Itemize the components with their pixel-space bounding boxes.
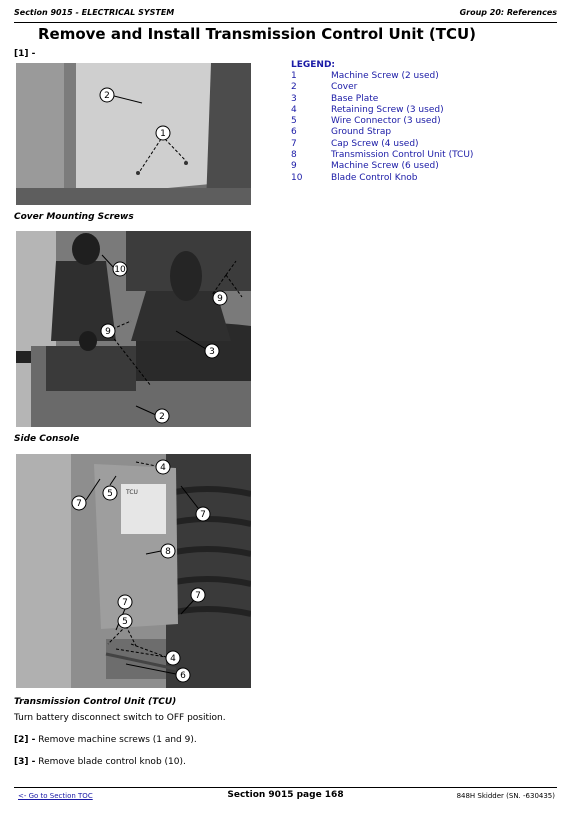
callout-2: 2 [159, 412, 165, 422]
cover-callouts [16, 63, 251, 205]
figure-cover-mounting-screws [16, 63, 251, 205]
instruction-step-3 [14, 757, 186, 767]
callout-7-left: 7 [76, 499, 82, 509]
figure-tcu [16, 454, 251, 688]
callout-9-upper: 9 [217, 294, 223, 304]
callout-10: 10 [114, 265, 126, 275]
go-to-section-toc-link[interactable]: <- Go to Section TOC [18, 792, 93, 800]
legend-item: 3 Base Plate [291, 93, 379, 104]
legend-item: 8 Transmission Control Unit (TCU) [291, 150, 474, 161]
caption-side-console: Side Console [14, 434, 80, 444]
legend-item: 9 Machine Screw (6 used) [291, 161, 439, 172]
tcu-label-text: TCU [126, 489, 138, 496]
step-2-tag: [2] - [14, 735, 36, 745]
legend-item: 6 Ground Strap [291, 127, 392, 138]
caption-tcu: Transmission Control Unit (TCU) [14, 697, 177, 707]
footer-rule [14, 787, 557, 788]
callout-2: 2 [104, 91, 110, 101]
legend-item: 5 Wire Connector (3 used) [291, 116, 441, 127]
step-2-text: Remove machine screws (1 and 9). [38, 735, 197, 745]
callout-7-lower-right: 7 [195, 591, 201, 601]
legend-item: 2 Cover [291, 82, 358, 93]
step-1-tag: [1] - [14, 49, 36, 59]
header-rule [14, 22, 557, 23]
step-3-text: Remove blade control knob (10). [38, 757, 186, 767]
figure-side-console [16, 231, 251, 427]
callout-7-lower-left: 7 [122, 598, 128, 608]
page-header [14, 8, 557, 22]
callout-5-lower: 5 [122, 617, 128, 627]
legend-item: 10 Blade Control Knob [291, 172, 418, 183]
callout-1: 1 [160, 129, 166, 139]
instruction-step-2 [14, 735, 197, 745]
legend-item: 7 Cap Screw (4 used) [291, 138, 419, 149]
legend-item: 4 Retaining Screw (3 used) [291, 104, 444, 115]
callout-4-lower: 4 [170, 654, 176, 664]
group-header: Group 20: References [459, 8, 557, 17]
caption-cover-mounting-screws: Cover Mounting Screws [14, 212, 134, 222]
legend-item: 1 Machine Screw (2 used) [291, 71, 439, 81]
callout-8: 8 [165, 547, 171, 557]
instruction-intro: Turn battery disconnect switch to OFF position. [14, 713, 226, 723]
callout-6: 6 [180, 671, 186, 681]
section-header: Section 9015 - ELECTRICAL SYSTEM [14, 8, 175, 17]
page-title: Remove and Install Transmission Control Unit (TCU) [38, 25, 477, 43]
callout-5-upper: 5 [107, 489, 113, 499]
step-3-tag: [3] - [14, 757, 36, 767]
callout-3: 3 [209, 347, 215, 357]
tcu-callouts [16, 454, 251, 688]
console-callouts [16, 231, 251, 427]
callout-7-right: 7 [200, 510, 206, 520]
callout-9-lower: 9 [105, 327, 111, 337]
legend [291, 60, 551, 184]
callout-4-upper: 4 [160, 463, 166, 473]
model-serial: 848H Skidder (SN. -630435) [456, 792, 555, 800]
legend-title: LEGEND: [291, 60, 336, 70]
page-number: Section 9015 page 168 [227, 790, 344, 800]
